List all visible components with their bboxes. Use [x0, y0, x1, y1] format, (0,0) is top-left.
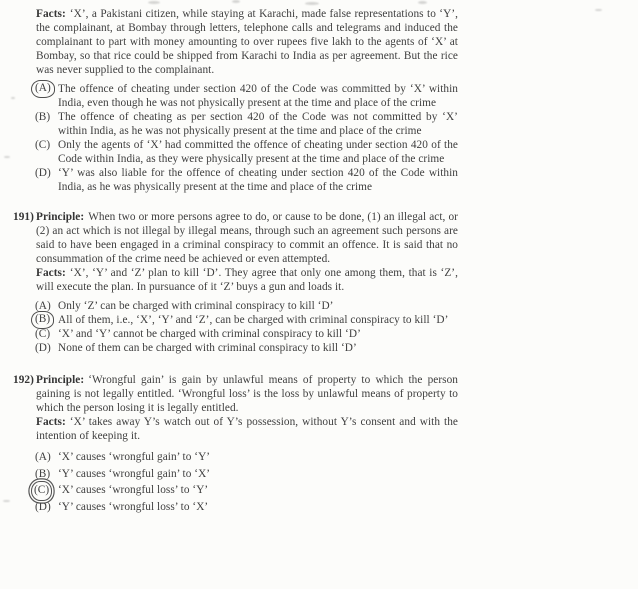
scan-artifact [595, 9, 602, 11]
option-text-a: ‘X’ causes ‘wrongful gain’ to ‘Y’ [58, 451, 211, 463]
question-block-191 [13, 210, 458, 355]
option-row-b [36, 313, 458, 327]
option-label-a: (A) [31, 80, 55, 98]
option-label-b: (B) [35, 467, 51, 480]
question-block-190-continuation [36, 7, 458, 194]
question-number: 191) [13, 211, 34, 223]
facts-text: ‘X’, ‘Y’ and ‘Z’ plan to kill ‘D’. They agree that only one among them, that is ‘Z’, will execute the plan. In pursuance of it ‘Z’ buys a gun and loads it. [36, 267, 458, 293]
option-row-d [36, 499, 458, 516]
option-row-c [36, 327, 458, 341]
facts-paragraph [36, 415, 458, 443]
option-label-a: (A) [35, 451, 51, 463]
option-row-a [36, 82, 458, 110]
option-text-c: ‘X’ causes ‘wrongful loss’ to ‘Y’ [58, 484, 209, 496]
option-label-c: (C) [35, 328, 51, 340]
principle-paragraph [36, 373, 458, 415]
option-label-d: (D) [35, 167, 51, 179]
options-list [36, 82, 458, 194]
principle-text: ‘Wrongful gain’ is gain by unlawful means of property to which the person gaining is not legally entitled. ‘Wrongful loss’ is the loss by unlawful means of property to which the person losing it is legally entitled. [36, 374, 458, 414]
option-text-a: The offence of cheating under section 420 of the Code was committed by ‘X’ within India, even though he was not physically present at the time and place of the crime [58, 83, 458, 109]
option-row-d [36, 341, 458, 355]
scan-artifact [232, 0, 240, 3]
option-label-a: (A) [35, 300, 51, 312]
question-number: 192) [13, 374, 34, 386]
option-text-d: ‘Y’ causes ‘wrongful loss’ to ‘X’ [58, 500, 209, 513]
options-list [36, 299, 458, 355]
page-content [13, 7, 458, 515]
option-text-c: Only the agents of ‘X’ had committed the offence of cheating under section 420 of the Code within India, as they were physically present at the time and place of the crime [58, 139, 458, 165]
principle-label: Principle: [36, 374, 85, 386]
option-text-d: ‘Y’ was also liable for the offence of cheating under section 420 of the Code within India, as he was physically present at the time and place of the crime [58, 167, 458, 193]
scan-artifact [4, 156, 10, 158]
option-label-c: (C) [35, 139, 51, 151]
option-row-c [36, 138, 458, 166]
option-row-c [36, 482, 458, 499]
option-text-a: Only ‘Z’ can be charged with criminal conspiracy to kill ‘D’ [58, 300, 334, 312]
scan-artifact [11, 97, 15, 99]
options-list [36, 449, 458, 515]
facts-text: ‘X’, a Pakistani citizen, while staying at Karachi, made false representations to ‘Y’, the complainant, at Bombay through letters, telephone calls and telegrams and induced the complainant to part with money amounting to over rupees five lakh to the agents of ‘X’ at Bombay, so that rice could be shipped from Karachi to India as per agreement. But the rice was never supplied to the complainant. [36, 8, 458, 76]
option-label-d: (D) [35, 342, 51, 354]
option-text-b: All of them, i.e., ‘X’, ‘Y’ and ‘Z’, can be charged with criminal conspiracy to kill ‘D’ [58, 314, 449, 326]
principle-text: When two or more persons agree to do, or cause to be done, (1) an illegal act, or (2) an act which is not illegal by illegal means, through such an agreement such persons are said to have been engaged in a criminal conspiracy to commit an offence. It is said that no consummation of the crime need be achieved or even attempted. [36, 211, 458, 265]
option-row-a [36, 449, 458, 466]
option-text-c: ‘X’ and ‘Y’ cannot be charged with criminal conspiracy to kill ‘D’ [58, 328, 361, 340]
option-text-d: None of them can be charged with criminal conspiracy to kill ‘D’ [58, 342, 357, 354]
option-label-d: (D) [35, 500, 51, 513]
facts-label: Facts: [36, 267, 66, 279]
option-label-c: (C) [31, 481, 52, 501]
facts-label: Facts: [36, 416, 66, 428]
facts-paragraph [36, 266, 458, 294]
principle-paragraph [36, 210, 458, 266]
facts-label: Facts: [36, 8, 66, 20]
option-row-b [36, 466, 458, 483]
option-label-b: (B) [31, 311, 54, 329]
scan-artifact [418, 1, 427, 4]
option-label-b: (B) [35, 111, 51, 123]
scan-artifact [305, 2, 319, 5]
option-row-b [36, 110, 458, 138]
principle-label: Principle: [36, 211, 85, 223]
scan-artifact [148, 1, 160, 4]
question-block-192 [13, 373, 458, 515]
option-text-b: The offence of cheating as per section 420 of the Code was not committed by ‘X’ within India, as he was not physically present at the time and place of the crime [58, 111, 458, 137]
option-row-d [36, 166, 458, 194]
option-row-a [36, 299, 458, 313]
option-text-b: ‘Y’ causes ‘wrongful gain’ to ‘X’ [58, 467, 211, 480]
scan-artifact [3, 500, 10, 502]
facts-text: ‘X’ takes away Y’s watch out of Y’s possession, without Y’s consent and with the intention of keeping it. [36, 416, 458, 442]
facts-paragraph [36, 7, 458, 77]
